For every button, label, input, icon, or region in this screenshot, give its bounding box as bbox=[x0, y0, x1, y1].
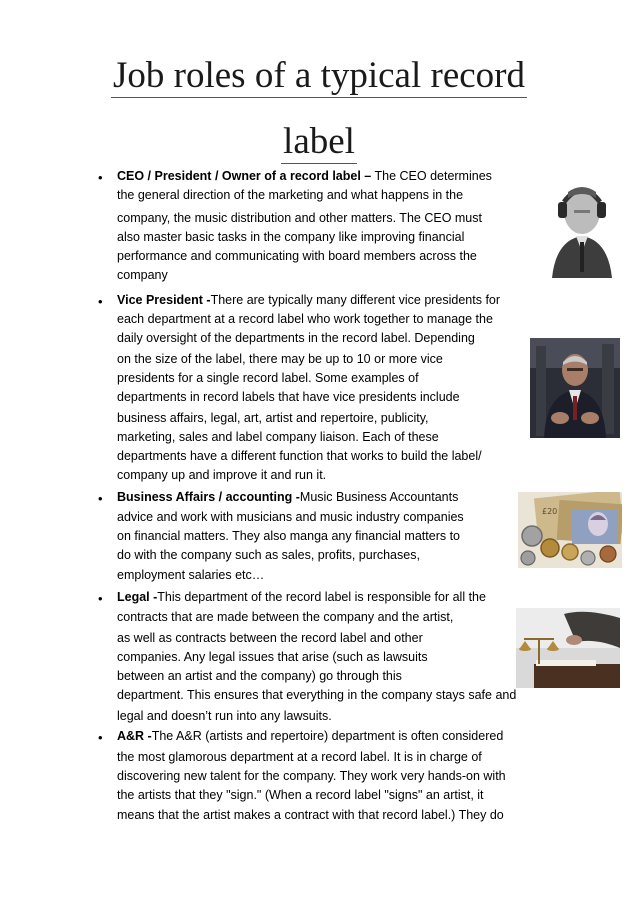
vp-line: marketing, sales and label company liaison. Each of these bbox=[117, 430, 439, 444]
ceo-line: company, the music distribution and other matters. The CEO must bbox=[117, 211, 482, 225]
svg-text:£20: £20 bbox=[542, 507, 558, 516]
legal-heading: Legal - bbox=[117, 590, 158, 604]
vp-line: business affairs, legal, art, artist and repertoire, publicity, bbox=[117, 411, 429, 425]
banknotes-coins-image bbox=[518, 492, 622, 568]
legal-line: contracts that are made between the company and the artist, bbox=[117, 610, 454, 624]
vp-line: daily oversight of the departments in the record label. Depending bbox=[117, 331, 475, 345]
money-photo bbox=[518, 492, 622, 568]
bullet-vice-president: • bbox=[98, 294, 103, 309]
vp-line: each department at a record label who work together to manage the bbox=[117, 312, 493, 326]
business-line: advice and work with musicians and music industry companies bbox=[117, 510, 464, 524]
business-heading: Business Affairs / accounting - bbox=[117, 490, 300, 504]
anr-line-1 bbox=[117, 727, 503, 746]
bullet-anr: • bbox=[98, 730, 103, 745]
anr-line: the artists that they "sign." (When a record label "signs" an artist, it bbox=[117, 788, 484, 802]
vp-line: departments have a different function that works to build the label/ bbox=[117, 449, 482, 463]
bullet-business-affairs: • bbox=[98, 491, 103, 506]
bullet-ceo: • bbox=[98, 170, 103, 185]
legal-line: department. This ensures that everything in the company stays safe and bbox=[117, 688, 517, 702]
legal-line: between an artist and the company) go through this bbox=[117, 669, 402, 683]
vp-line: presidents for a single record label. Some examples of bbox=[117, 371, 419, 385]
scales-of-justice-image bbox=[516, 608, 620, 688]
legal-text-first: This department of the record label is responsible for all the bbox=[157, 590, 486, 604]
legal-line: companies. Any legal issues that arise (such as lawsuits bbox=[117, 650, 428, 664]
ceo-line-1 bbox=[117, 167, 492, 186]
page-title-line-1 bbox=[0, 54, 638, 97]
ceo-line: company bbox=[117, 268, 168, 282]
vp-line: company up and improve it and run it. bbox=[117, 468, 327, 482]
ceo-heading: CEO / President / Owner of a record label – bbox=[117, 169, 372, 183]
business-text-first: Music Business Accountants bbox=[299, 490, 459, 504]
title-text-1: Job roles of a typical record bbox=[113, 55, 525, 96]
executive-portrait-image bbox=[530, 338, 620, 438]
title-text-2: label bbox=[283, 121, 355, 162]
business-line: on financial matters. They also manga any financial matters to bbox=[117, 529, 460, 543]
page-title-line-2 bbox=[0, 120, 638, 163]
vp-line: on the size of the label, there may be up to 10 or more vice bbox=[117, 352, 443, 366]
ceo-photo bbox=[546, 172, 618, 278]
bullet-legal: • bbox=[98, 591, 103, 606]
anr-heading: A&R - bbox=[117, 729, 152, 743]
anr-line: the most glamorous department at a record label. It is in charge of bbox=[117, 750, 482, 764]
vp-text-first: There are typically many different vice presidents for bbox=[210, 293, 501, 307]
vp-line: departments in record labels that have vice presidents include bbox=[117, 390, 460, 404]
anr-line: discovering new talent for the company. They work very hands-on with bbox=[117, 769, 506, 783]
anr-text-first: The A&R (artists and repertoire) department is often considered bbox=[151, 729, 504, 743]
business-line: do with the company such as sales, profits, purchases, bbox=[117, 548, 420, 562]
man-headphones-image bbox=[546, 172, 618, 278]
legal-line-1 bbox=[117, 588, 486, 607]
ceo-line: the general direction of the marketing and what happens in the bbox=[117, 188, 464, 202]
ceo-text-first: The CEO determines bbox=[371, 169, 492, 183]
legal-line: legal and doesn’t run into any lawsuits. bbox=[117, 709, 332, 723]
legal-photo bbox=[516, 608, 620, 688]
vp-heading: Vice President - bbox=[117, 293, 211, 307]
ceo-line: performance and communicating with board members across the bbox=[117, 249, 477, 263]
anr-line: means that the artist makes a contract with that record label.) They do bbox=[117, 808, 504, 822]
vp-line-1 bbox=[117, 291, 500, 310]
vice-president-photo bbox=[530, 338, 620, 438]
business-line: employment salaries etc… bbox=[117, 568, 265, 582]
ceo-line: also master basic tasks in the company like improving financial bbox=[117, 230, 465, 244]
business-line-1 bbox=[117, 488, 458, 507]
legal-line: as well as contracts between the record label and other bbox=[117, 631, 423, 645]
